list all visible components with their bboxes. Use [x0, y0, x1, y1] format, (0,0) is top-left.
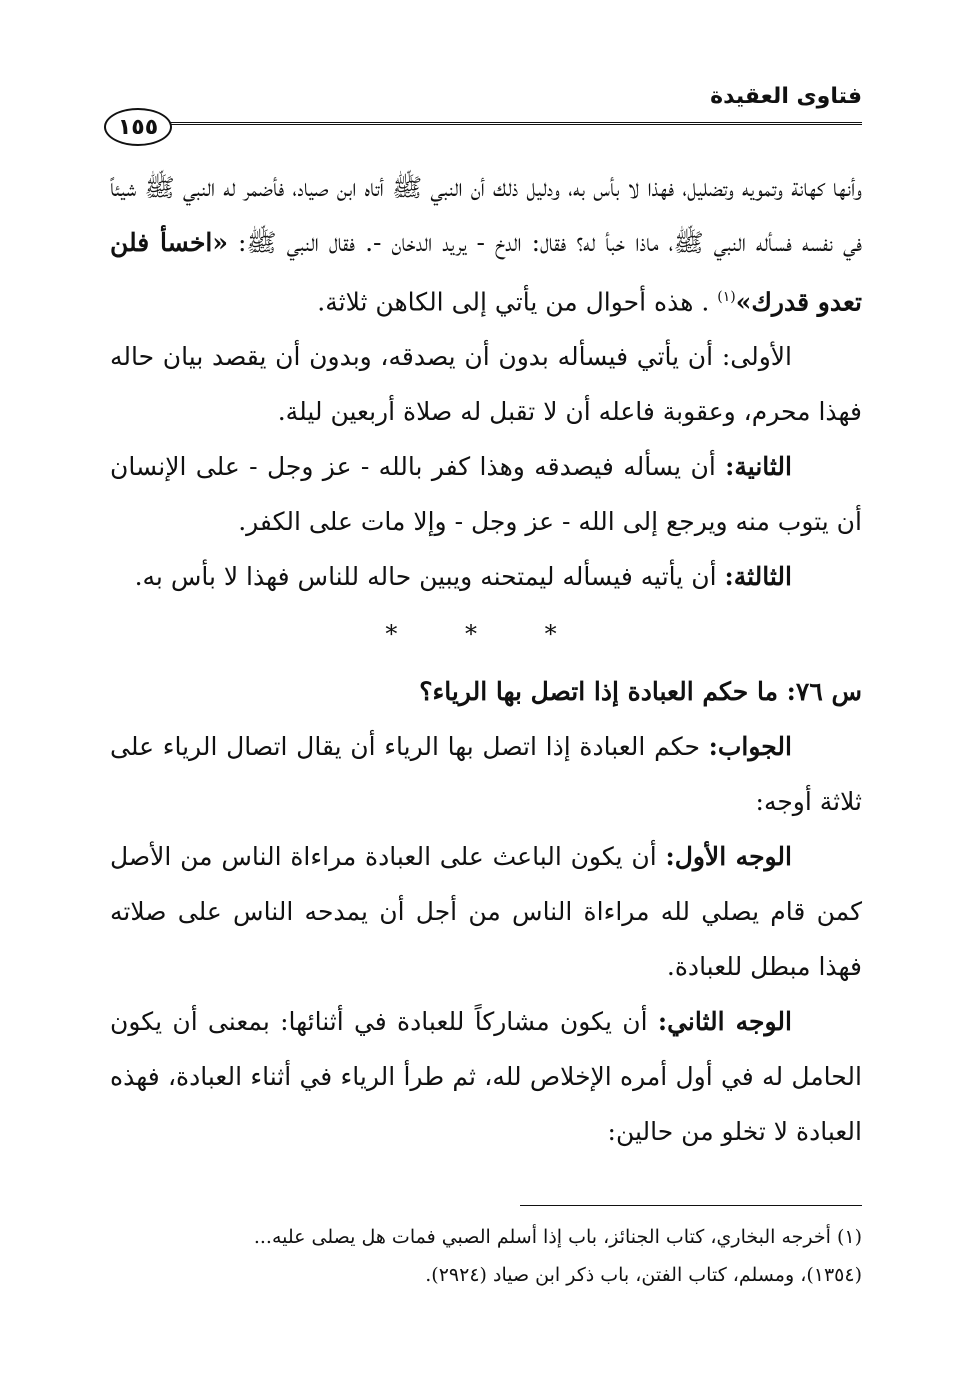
aspect-second-label: الوجه الثاني:	[657, 1007, 792, 1037]
running-title: فتاوى العقيدة	[710, 84, 862, 109]
case-third-label: الثالثة:	[724, 562, 792, 592]
case-second	[110, 439, 862, 549]
aspect-second-text: أن يكون مشاركاً للعبادة في أثنائها: بمعنى أن يكون الحامل له في أول أمره الإخلاص لله، ثم طرأ الرياء في أثناء العبادة، فهذه العبادة لا تخلو من حالين:	[110, 1007, 862, 1147]
section-separator: * * *	[385, 620, 587, 649]
answer-text: حكم العبادة إذا اتصل بها الرياء أن يقال اتصال الرياء على ثلاثة أوجه:	[110, 732, 862, 817]
footnotes	[110, 1218, 862, 1294]
case-second-text: أن يسأله فيصدقه وهذا كفر بالله - عز وجل - على الإنسان أن يتوب منه ويرجع إلى الله - عز وجل - وإلا مات على الكفر.	[110, 452, 862, 537]
aspect-first-text: أن يكون الباعث على العبادة مراءاة الناس من الأصل كمن قام يصلي لله مراءاة الناس من أجل أن يمدحه الناس على صلاته فهذا مبطل للعبادة.	[110, 842, 862, 982]
case-first-text: أن يأتي فيسأله بدون أن يصدقه، وبدون أن يقصد بيان حاله فهذا محرم، وعقوبة فاعله أن لا تقبل له صلاة أربعين ليلة.	[110, 342, 862, 427]
footnote-ref: (١)	[717, 289, 736, 305]
aspect-first-label: الوجه الأول:	[665, 842, 792, 872]
aspect-second	[110, 994, 862, 1159]
page-number: ١٥٥	[104, 108, 172, 146]
case-third-text: أن يأتيه فيسأله ليمتحنه ويبين حاله للناس فهذا لا بأس به.	[134, 562, 717, 592]
header-rule	[170, 122, 862, 125]
aspect-first	[110, 829, 862, 994]
case-first-label: الأولى:	[721, 342, 792, 372]
main-text	[110, 160, 862, 1159]
footnote-rule	[520, 1205, 862, 1206]
footnote-1-line-2: (١٣٥٤)، ومسلم، كتاب الفتن، باب ذكر ابن صياد (٢٩٢٤).	[425, 1264, 862, 1286]
answer	[110, 719, 862, 829]
case-third	[110, 549, 862, 604]
hadith-quote: «اخسأ فلن تعدو قدرك»	[110, 228, 862, 317]
paragraph-1	[110, 160, 862, 329]
case-second-label: الثانية:	[725, 452, 792, 482]
paragraph-1-text: وأنها كهانة وتمويه وتضليل، فهذا لا بأس به، ودليل ذلك أن النبي ﷺ أتاه ابن صياد، فأضمر له النبي ﷺ شيئاً في نفسه فسأله النبي ﷺ، ماذا خبأ له؟ فقال: الدخ - يريد الدخان -. فقال النبي ﷺ:	[110, 173, 863, 257]
case-first	[110, 329, 862, 439]
paragraph-1-tail: . هذه أحوال من يأتي إلى الكاهن ثلاثة.	[317, 287, 710, 317]
footnote-1-line-1: (١) أخرجه البخاري، كتاب الجنائز، باب إذا أسلم الصبي فمات هل يصلى عليه...	[253, 1226, 862, 1248]
answer-label: الجواب:	[708, 732, 792, 762]
question-heading: س ٧٦: ما حكم العبادة إذا اتصل بها الرياء؟	[419, 677, 862, 707]
